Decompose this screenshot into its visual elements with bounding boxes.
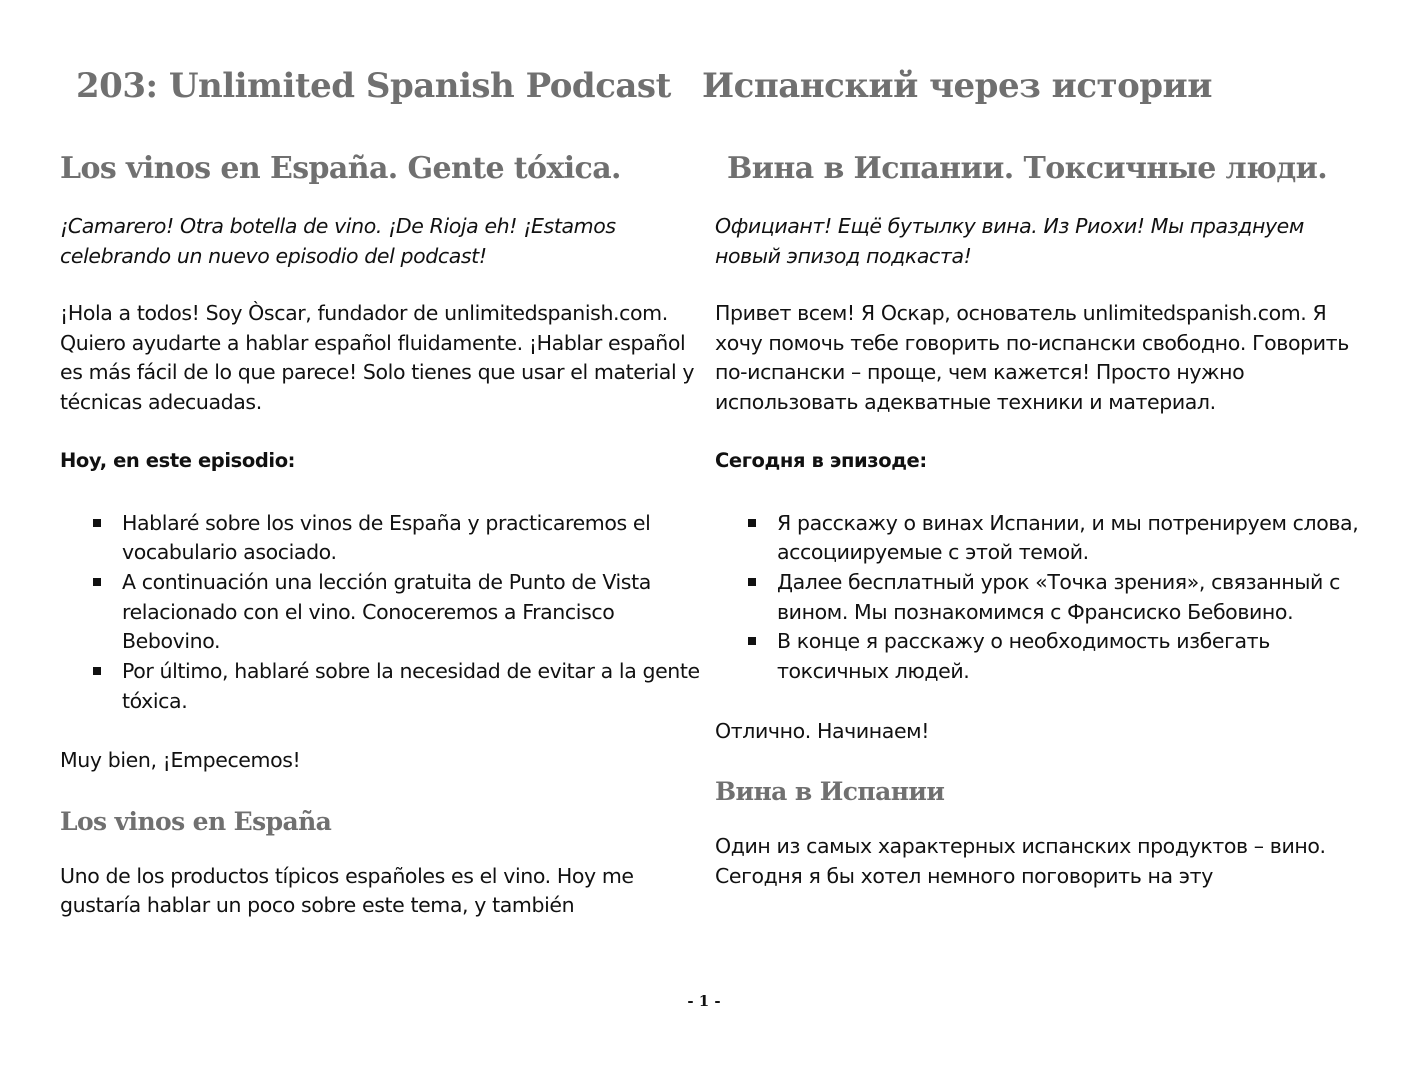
bullet-square-icon (748, 637, 756, 645)
podcast-title: 203: Unlimited Spanish Podcast (76, 66, 671, 106)
podcast-title-translation: Испанский через истории (702, 66, 1212, 106)
page-title (0, 66, 1408, 120)
bullet-square-icon (748, 578, 756, 586)
greeting-paragraph-translation: Привет всем! Я Оскар, основатель unlimitedspanish.com. Я хочу помочь тебе говорить по-испански свободно. Говорить по-испански – проще, чем кажется! Просто нужно использовать адекватные техники и материал. (715, 301, 1349, 414)
list-item (715, 568, 1365, 627)
section-paragraph: Uno de los productos típicos españoles es el vino. Hoy me gustaría hablar un poco sobre este tema, y también (60, 863, 634, 918)
list-item (715, 627, 1365, 686)
episode-label: Hoy, en este episodio: (60, 449, 296, 472)
list-item-text: Я расскажу о винах Испании, и мы потренируем слова, ассоциируемые с этой темой. (777, 510, 1359, 565)
spanish-column (60, 140, 710, 921)
bullet-square-icon (93, 578, 101, 586)
list-item-text: Por último, hablaré sobre la necesidad de evitar a la gente tóxica. (122, 659, 700, 713)
intro-paragraph-translation: Официант! Ещё бутылку вина. Из Риохи! Мы празднуем новый эпизод подкаста! (715, 214, 1304, 268)
intro-paragraph: ¡Camarero! Otra botella de vino. ¡De Rioja eh! ¡Estamos celebrando un nuevo episodio del podcast! (60, 214, 616, 268)
list-item-text: Hablaré sobre los vinos de España y practicaremos el vocabulario asociado. (122, 510, 651, 565)
list-item (60, 657, 710, 716)
list-item (60, 509, 710, 568)
section-heading: Los vinos en España (60, 806, 332, 836)
list-item-text: A continuación una lección gratuita de Punto de Vista relacionado con el vino. Conoceremos a Francisco Bebovino. (122, 569, 651, 654)
section-heading-translation: Вина в Испании (715, 777, 945, 807)
bullet-square-icon (93, 667, 101, 675)
greeting-paragraph: ¡Hola a todos! Soy Òscar, fundador de unlimitedspanish.com. Quiero ayudarte a hablar español fluidamente. ¡Hablar español es más fácil de lo que parece! Solo tienes que usar el material y técnicas adecuadas. (60, 301, 695, 414)
episode-topics-list (60, 509, 710, 717)
page-number: - 1 - (687, 992, 721, 1010)
list-item-text: Далее бесплатный урок «Точка зрения», связанный с вином. Мы познакомимся с Франсиско Бебовино. (777, 569, 1340, 624)
bullet-square-icon (748, 519, 756, 527)
russian-column (715, 140, 1365, 891)
episode-heading-translation: Вина в Испании. Токсичные люди. (727, 151, 1328, 186)
list-item (715, 509, 1365, 568)
episode-heading: Los vinos en España. Gente tóxica. (60, 151, 621, 186)
list-item (60, 568, 710, 657)
section-paragraph-translation: Один из самых характерных испанских продуктов – вино. Сегодня я бы хотел немного поговорить на эту (715, 834, 1326, 888)
closing-line: Muy bien, ¡Empecemos! (60, 748, 301, 773)
bullet-square-icon (93, 519, 101, 527)
list-item-text: В конце я расскажу о необходимость избегать токсичных людей. (777, 629, 1270, 684)
episode-topics-list-translation (715, 509, 1365, 687)
episode-label-translation: Сегодня в эпизоде: (715, 449, 927, 472)
closing-line-translation: Отлично. Начинаем! (715, 718, 930, 743)
